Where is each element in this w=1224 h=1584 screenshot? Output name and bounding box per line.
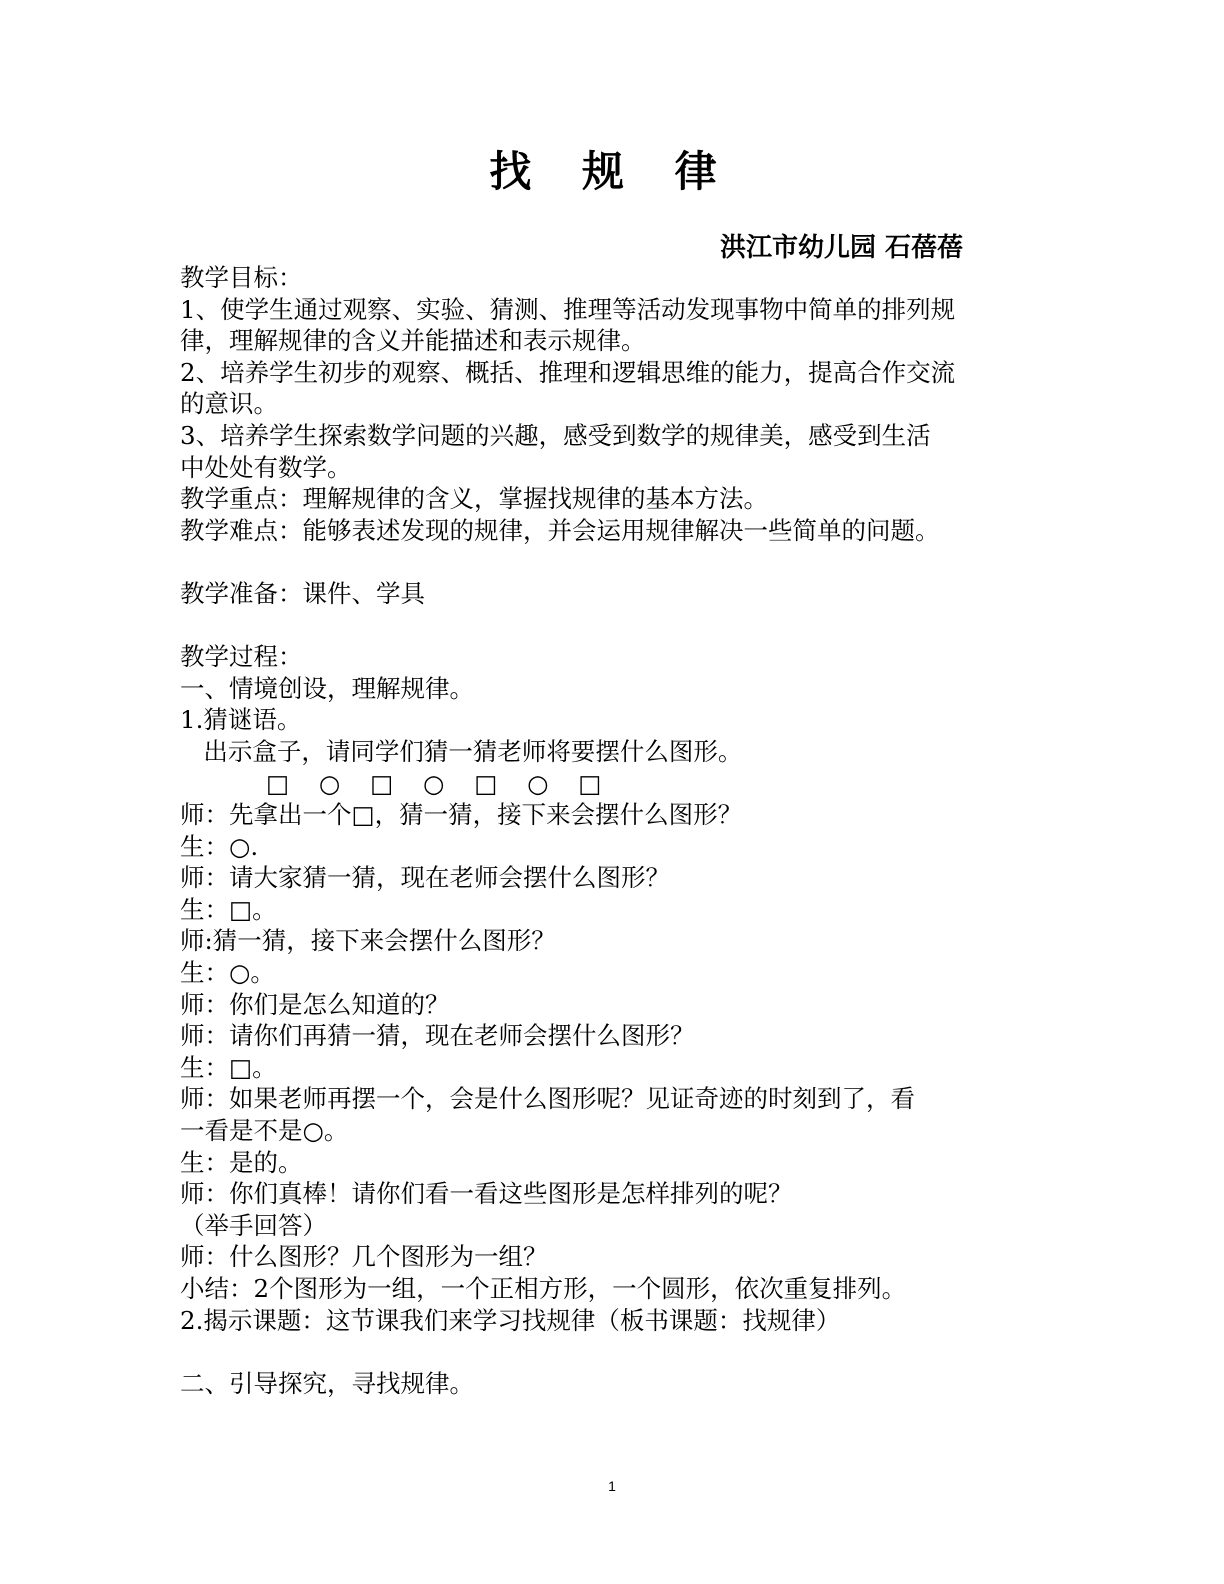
dialogue-line: 师：你们真棒！请你们看一看这些图形是怎样排列的呢？ bbox=[180, 1179, 793, 1209]
goal-1-line-2: 律，理解规律的含义并能描述和表示规律。 bbox=[180, 326, 646, 356]
goal-1-line-1: 1、使学生通过观察、实验、猜测、推理等活动发现事物中简单的排列规 bbox=[180, 294, 956, 324]
shape-sequence: □ ○ □ ○ □ ○ □ bbox=[266, 768, 606, 798]
dialogue-line: 师：先拿出一个□，猜一猜，接下来会摆什么图形？ bbox=[180, 800, 743, 830]
reveal-topic-line: 2.揭示课题：这节课我们来学习找规律（板书课题：找规律） bbox=[180, 1305, 841, 1335]
page-title: 找 规 律 bbox=[489, 147, 735, 196]
dialogue-line: 师：如果老师再摆一个，会是什么图形呢？见证奇迹的时刻到了，看 bbox=[180, 1084, 915, 1114]
dialogue-line: 师:猜一猜，接下来会摆什么图形？ bbox=[180, 926, 556, 956]
dialogue-line: 生：□。 bbox=[180, 894, 277, 924]
goal-2-line-2: 的意识。 bbox=[180, 389, 278, 419]
dialogue-line: 生：○。 bbox=[180, 958, 275, 988]
goal-2-line-1: 2、培养学生初步的观察、概括、推理和逻辑思维的能力，提高合作交流 bbox=[180, 357, 956, 387]
difficult-point: 教学难点：能够表述发现的规律，并会运用规律解决一些简单的问题。 bbox=[180, 515, 940, 545]
goal-3-line-1: 3、培养学生探索数学问题的兴趣，感受到数学的规律美，感受到生活 bbox=[180, 420, 931, 450]
summary-line: 小结：2个图形为一组，一个正相方形，一个圆形，依次重复排列。 bbox=[180, 1274, 907, 1303]
section-heading-goals: 教学目标： bbox=[180, 263, 303, 292]
dialogue-line: 生：○. bbox=[180, 831, 259, 861]
dialogue-line: 师：请大家猜一猜，现在老师会摆什么图形？ bbox=[180, 863, 670, 893]
blank-line bbox=[180, 610, 1040, 642]
dialogue-line: （举手回答） bbox=[180, 1210, 327, 1240]
dialogue-line: 师：请你们再猜一猜，现在老师会摆什么图形？ bbox=[180, 1021, 695, 1051]
document-body bbox=[180, 262, 1040, 1399]
preparation: 教学准备：课件、学具 bbox=[180, 578, 425, 608]
part-two-heading: 二、引导探究，寻找规律。 bbox=[180, 1368, 474, 1398]
author-line: 洪江市幼儿园 石蓓蓓 bbox=[720, 233, 964, 263]
part-one-heading: 一、情境创设，理解规律。 bbox=[180, 673, 474, 703]
dialogue-line: 师：什么图形？几个图形为一组？ bbox=[180, 1242, 548, 1272]
goal-3-line-2: 中处处有数学。 bbox=[180, 452, 352, 482]
blank-line bbox=[180, 546, 1040, 578]
section-heading-process: 教学过程： bbox=[180, 642, 303, 672]
step-riddle: 1.猜谜语。 bbox=[180, 705, 302, 735]
riddle-instruction: 出示盒子，请同学们猜一猜老师将要摆什么图形。 bbox=[180, 736, 743, 766]
dialogue-line: 生：□。 bbox=[180, 1052, 277, 1082]
dialogue-line: 生：是的。 bbox=[180, 1147, 303, 1177]
key-point: 教学重点：理解规律的含义，掌握找规律的基本方法。 bbox=[180, 484, 768, 514]
page-number: 1 bbox=[608, 1478, 616, 1494]
dialogue-line: 一看是不是○。 bbox=[180, 1116, 349, 1146]
blank-line bbox=[180, 1336, 1040, 1368]
dialogue-line: 师：你们是怎么知道的？ bbox=[180, 989, 450, 1019]
